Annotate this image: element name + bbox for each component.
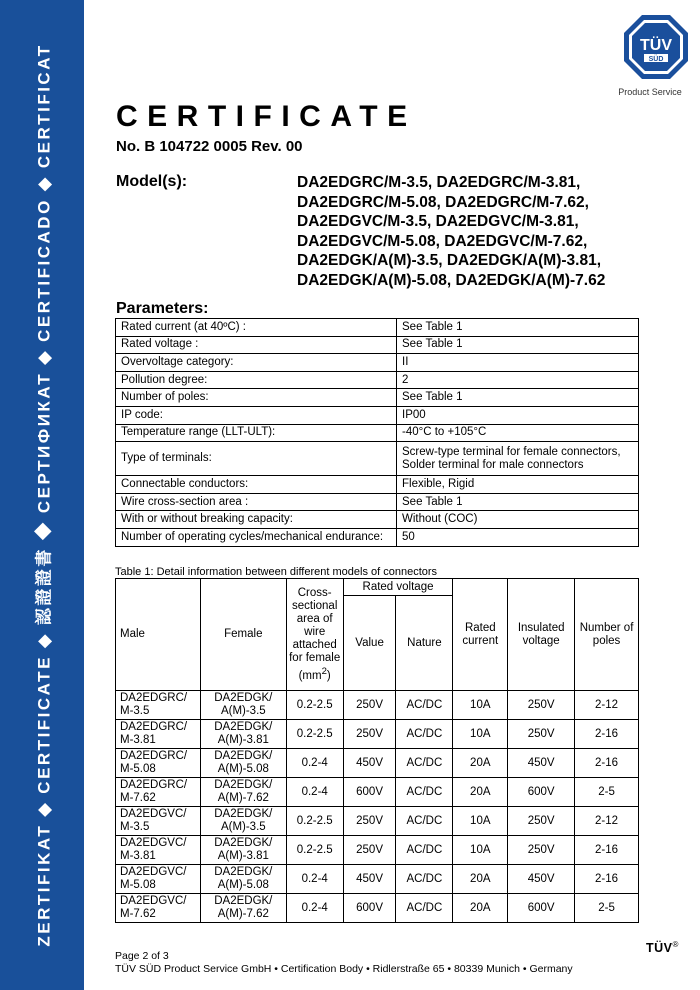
cell-insulated: 600V	[508, 894, 575, 923]
table-row	[116, 528, 639, 546]
cell-voltage-value: 600V	[343, 894, 396, 923]
logo-text: TÜV	[640, 37, 672, 54]
cell-voltage-value: 250V	[343, 720, 396, 749]
cell-female-line: A(M)-3.5	[220, 821, 266, 833]
table-row	[116, 865, 639, 894]
param-value: See Table 1	[397, 319, 639, 337]
cell-male	[116, 865, 201, 894]
cell-male-line: M-7.62	[120, 908, 156, 920]
side-band	[0, 0, 84, 990]
cell-nature: AC/DC	[396, 749, 453, 778]
table-row	[116, 336, 639, 354]
cell-male	[116, 894, 201, 923]
header-female: Female	[200, 579, 286, 691]
cell-cross-section: 0.2-2.5	[286, 720, 343, 749]
param-value: Without (COC)	[397, 511, 639, 529]
param-name: Rated current (at 40ºC) :	[116, 319, 397, 337]
param-value: II	[397, 354, 639, 372]
cell-voltage-value: 250V	[343, 691, 396, 720]
cell-nature: AC/DC	[396, 691, 453, 720]
param-value: Flexible, Rigid	[397, 476, 639, 494]
cell-poles: 2-16	[575, 720, 639, 749]
header-cross-section	[286, 579, 343, 691]
cell-poles: 2-12	[575, 691, 639, 720]
cell-male	[116, 836, 201, 865]
cell-male-line: M-7.62	[120, 792, 156, 804]
cell-cross-section: 0.2-4	[286, 865, 343, 894]
cell-insulated: 250V	[508, 691, 575, 720]
table-row	[116, 442, 639, 476]
param-name: Wire cross-section area :	[116, 493, 397, 511]
cell-female-line: DA2EDGK/	[214, 779, 273, 791]
param-name: Type of terminals:	[116, 442, 397, 476]
cell-female	[200, 807, 286, 836]
registered-mark-icon: ®	[672, 940, 679, 949]
parameters-table	[115, 318, 639, 547]
cell-cross-section: 0.2-2.5	[286, 836, 343, 865]
param-value-line: Solder terminal for male connectors	[402, 458, 584, 471]
table-row	[116, 493, 639, 511]
logo-sub-text: SÜD	[648, 56, 664, 63]
cell-male-line: DA2EDGVC/	[120, 895, 187, 907]
model-line: DA2EDGRC/M-5.08, DA2EDGRC/M-7.62,	[297, 193, 589, 211]
cell-cross-section: 0.2-2.5	[286, 807, 343, 836]
cell-nature: AC/DC	[396, 720, 453, 749]
cell-female	[200, 836, 286, 865]
param-value: See Table 1	[397, 336, 639, 354]
cell-cross-section: 0.2-2.5	[286, 691, 343, 720]
table-row	[116, 778, 639, 807]
cell-female-line: A(M)-5.08	[217, 763, 269, 775]
header-cross-section-close: )	[326, 669, 331, 682]
cell-female-line: A(M)-7.62	[217, 908, 269, 920]
cell-male-line: DA2EDGVC/	[120, 808, 187, 820]
param-value: IP00	[397, 406, 639, 424]
logo-caption: Product Service	[618, 87, 682, 97]
cell-insulated: 450V	[508, 749, 575, 778]
cell-female	[200, 865, 286, 894]
table-row	[116, 511, 639, 529]
cell-male	[116, 749, 201, 778]
header-nature: Nature	[396, 596, 453, 691]
param-value: See Table 1	[397, 493, 639, 511]
cell-poles: 2-12	[575, 807, 639, 836]
param-name: IP code:	[116, 406, 397, 424]
table-row	[116, 894, 639, 923]
header-cross-section-text: Cross-sectional area of wire attached for female (mm	[289, 586, 341, 682]
model-line: DA2EDGVC/M-5.08, DA2EDGVC/M-7.62,	[297, 232, 588, 250]
cell-insulated: 250V	[508, 836, 575, 865]
model-line: DA2EDGVC/M-3.5, DA2EDGVC/M-3.81,	[297, 213, 579, 231]
cell-voltage-value: 250V	[343, 807, 396, 836]
table-row	[116, 389, 639, 407]
cell-male-line: M-5.08	[120, 763, 156, 775]
footer-page-number: Page 2 of 3	[115, 950, 169, 962]
header-rated-voltage: Rated voltage	[343, 579, 453, 596]
cell-male	[116, 778, 201, 807]
table-row	[116, 749, 639, 778]
cell-nature: AC/DC	[396, 836, 453, 865]
cell-cross-section: 0.2-4	[286, 749, 343, 778]
cell-male-line: DA2EDGRC/	[120, 692, 188, 704]
cell-current: 20A	[453, 894, 508, 923]
certificate-title: CERTIFICATE	[116, 100, 417, 133]
cell-insulated: 250V	[508, 807, 575, 836]
param-value-line: Screw-type terminal for female connectors,	[402, 445, 621, 458]
cell-nature: AC/DC	[396, 865, 453, 894]
cell-male	[116, 807, 201, 836]
cell-female	[200, 778, 286, 807]
cell-female	[200, 691, 286, 720]
cell-female-line: A(M)-3.81	[217, 850, 269, 862]
cell-voltage-value: 600V	[343, 778, 396, 807]
param-name: Rated voltage :	[116, 336, 397, 354]
table-row	[116, 720, 639, 749]
model-line: DA2EDGK/A(M)-5.08, DA2EDGK/A(M)-7.62	[297, 271, 606, 289]
cell-current: 10A	[453, 807, 508, 836]
cell-male-line: M-3.5	[120, 705, 150, 717]
cell-nature: AC/DC	[396, 807, 453, 836]
cell-female-line: DA2EDGK/	[214, 750, 273, 762]
cell-voltage-value: 250V	[343, 836, 396, 865]
cell-male-line: DA2EDGVC/	[120, 837, 187, 849]
footer-company: TÜV SÜD Product Service GmbH • Certification Body • Ridlerstraße 65 • 80339 Munich • Germany	[115, 963, 573, 975]
cell-nature: AC/DC	[396, 894, 453, 923]
param-name: Number of operating cycles/mechanical endurance:	[116, 528, 397, 546]
cell-female-line: DA2EDGK/	[214, 895, 273, 907]
footer-logo	[646, 940, 679, 955]
table1-caption: Table 1: Detail information between different models of connectors	[115, 566, 438, 578]
table-row	[116, 406, 639, 424]
cell-male-line: DA2EDGVC/	[120, 866, 187, 878]
model-line: DA2EDGK/A(M)-3.5, DA2EDGK/A(M)-3.81,	[297, 252, 602, 270]
cell-male	[116, 691, 201, 720]
cell-female-line: DA2EDGK/	[214, 721, 273, 733]
side-band-text: ZERTIFIKAT ◆ CERTIFICATE ◆ 認證證書 ◆ СЕРТИФИКАТ ◆ CERTIFICADO ◆ CERTIFICAT	[34, 43, 54, 947]
cell-male-line: DA2EDGRC/	[120, 721, 188, 733]
cell-female-line: A(M)-3.81	[217, 734, 269, 746]
table-row	[116, 476, 639, 494]
header-cross-section-sup: 2	[321, 665, 327, 677]
footer-logo-text: TÜV	[646, 941, 673, 956]
cell-current: 10A	[453, 836, 508, 865]
param-name: Overvoltage category:	[116, 354, 397, 372]
cell-female-line: DA2EDGK/	[214, 837, 273, 849]
cell-voltage-value: 450V	[343, 749, 396, 778]
cell-male-line: DA2EDGRC/	[120, 779, 188, 791]
table-row	[116, 836, 639, 865]
param-value	[397, 442, 639, 476]
param-value: See Table 1	[397, 389, 639, 407]
cell-poles: 2-5	[575, 778, 639, 807]
param-name: Number of poles:	[116, 389, 397, 407]
table-row	[116, 354, 639, 372]
param-value: 2	[397, 371, 639, 389]
cell-female	[200, 894, 286, 923]
cell-current: 10A	[453, 720, 508, 749]
header-number-of-poles: Number of poles	[575, 579, 639, 691]
table-row	[116, 807, 639, 836]
cell-female-line: A(M)-5.08	[217, 879, 269, 891]
certificate-number: No. B 104722 0005 Rev. 00	[116, 138, 303, 155]
model-line: DA2EDGRC/M-3.5, DA2EDGRC/M-3.81,	[297, 174, 581, 191]
cell-poles: 2-16	[575, 865, 639, 894]
cell-poles: 2-5	[575, 894, 639, 923]
parameters-label: Parameters:	[116, 300, 209, 317]
cell-male	[116, 720, 201, 749]
param-value: -40°C to +105°C	[397, 424, 639, 442]
cell-female-line: A(M)-3.5	[220, 705, 266, 717]
models-label: Model(s):	[116, 173, 188, 190]
cell-female-line: DA2EDGK/	[214, 808, 273, 820]
table-row	[116, 371, 639, 389]
cell-current: 20A	[453, 865, 508, 894]
cell-male-line: M-5.08	[120, 879, 156, 891]
cell-insulated: 450V	[508, 865, 575, 894]
header-rated-current: Rated current	[453, 579, 508, 691]
param-name: Pollution degree:	[116, 371, 397, 389]
cell-cross-section: 0.2-4	[286, 894, 343, 923]
table1	[115, 578, 639, 923]
param-name: Connectable conductors:	[116, 476, 397, 494]
cell-male-line: M-3.81	[120, 734, 156, 746]
models-list	[297, 173, 605, 291]
cell-female	[200, 720, 286, 749]
cell-female-line: DA2EDGK/	[214, 866, 273, 878]
table-row	[116, 424, 639, 442]
cell-current: 10A	[453, 691, 508, 720]
cell-male-line: M-3.81	[120, 850, 156, 862]
cell-voltage-value: 450V	[343, 865, 396, 894]
cell-insulated: 600V	[508, 778, 575, 807]
param-name: With or without breaking capacity:	[116, 511, 397, 529]
header-value: Value	[343, 596, 396, 691]
tuv-sud-logo	[623, 14, 689, 80]
cell-insulated: 250V	[508, 720, 575, 749]
param-value: 50	[397, 528, 639, 546]
cell-male-line: DA2EDGRC/	[120, 750, 188, 762]
cell-female-line: A(M)-7.62	[217, 792, 269, 804]
param-name: Temperature range (LLT-ULT):	[116, 424, 397, 442]
cell-current: 20A	[453, 749, 508, 778]
table-row	[116, 691, 639, 720]
cell-female	[200, 749, 286, 778]
table-row	[116, 319, 639, 337]
cell-nature: AC/DC	[396, 778, 453, 807]
cell-male-line: M-3.5	[120, 821, 150, 833]
cell-current: 20A	[453, 778, 508, 807]
cell-poles: 2-16	[575, 749, 639, 778]
cell-female-line: DA2EDGK/	[214, 692, 273, 704]
header-insulated-voltage: Insulated voltage	[508, 579, 575, 691]
cell-poles: 2-16	[575, 836, 639, 865]
header-male: Male	[116, 579, 201, 691]
cell-cross-section: 0.2-4	[286, 778, 343, 807]
